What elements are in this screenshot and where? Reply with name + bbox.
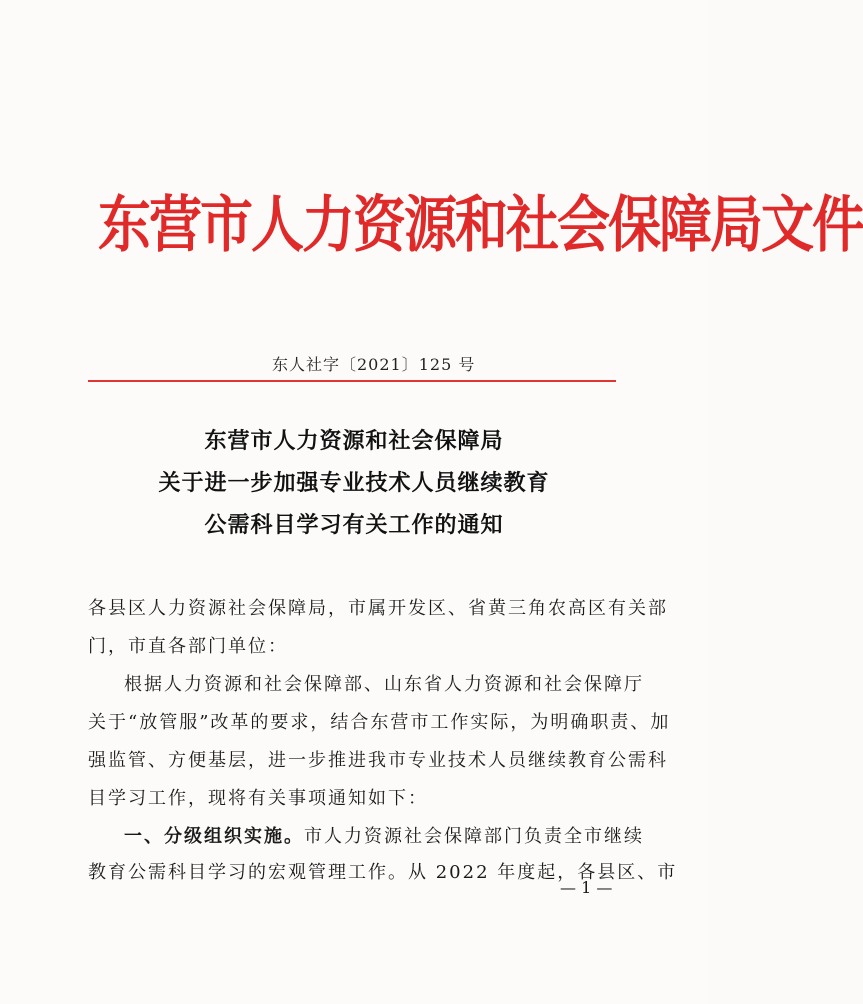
paragraph-1-line-3: 强监管、方便基层，进一步推进我市专业技术人员继续教育公需科 (88, 750, 668, 771)
document-header-title: 东营市人力资源和社会保障局文件 (98, 189, 863, 261)
notice-title-line-2: 关于进一步加强专业技术人员继续教育 (158, 471, 550, 496)
paragraph-1-line-2: 关于“放管服”改革的要求，结合东营市工作实际，为明确职责、加 (88, 712, 671, 733)
section-1-line-2: 教育公需科目学习的宏观管理工作。从 2022 年度起，各县区、市 (88, 862, 678, 883)
addressee-line-2: 门，市直各部门单位： (88, 636, 288, 657)
addressee-line-1: 各县区人力资源社会保障局，市属开发区、省黄三角农高区有关部 (88, 598, 668, 619)
notice-title-line-3: 公需科目学习有关工作的通知 (204, 513, 504, 538)
section-1-text: 市人力资源社会保障部门负责全市继续 (304, 826, 644, 847)
paragraph-1-line-1: 根据人力资源和社会保障部、山东省人力资源和社会保障厅 (124, 674, 644, 695)
document-number: 东人社字〔2021〕125 号 (272, 355, 476, 374)
section-1-heading: 一、分级组织实施。 (124, 826, 304, 847)
page-number: — 1 — (560, 878, 613, 897)
section-1-line-1 (124, 822, 644, 848)
red-divider-line (88, 380, 616, 382)
paragraph-1-line-4: 目学习工作，现将有关事项通知如下： (88, 788, 428, 809)
notice-title-line-1: 东营市人力资源和社会保障局 (204, 429, 504, 454)
